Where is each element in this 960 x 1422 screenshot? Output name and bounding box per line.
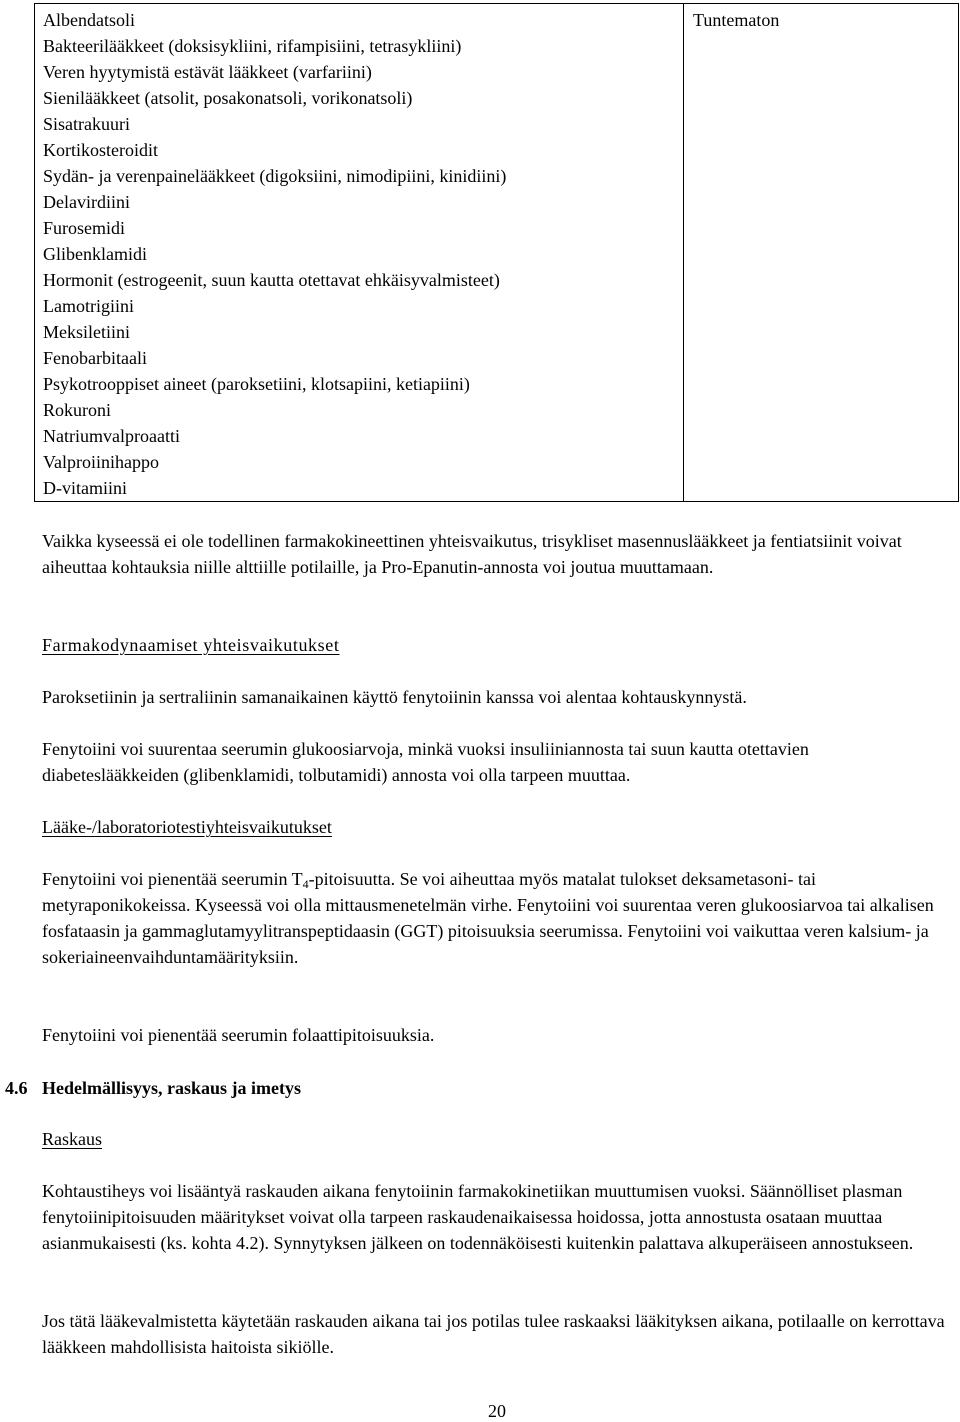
drug-list-item: Sienilääkkeet (atsolit, posakonatsoli, vorikonatsoli): [43, 88, 413, 108]
table-row: [35, 4, 959, 502]
lab-text-subscript: 4: [302, 877, 309, 891]
pharmacodynamic-heading: Farmakodynaamiset yhteisvaikutukset: [42, 635, 340, 655]
section-title: Hedelmällisyys, raskaus ja imetys: [42, 1078, 301, 1098]
drug-interaction-table: [34, 3, 959, 502]
section-number: 4.6: [5, 1078, 28, 1098]
drug-list-item: Sydän- ja verenpainelääkkeet (digoksiini, nimodipiini, kinidiini): [43, 166, 507, 186]
drug-list-item: Albendatsoli: [43, 10, 135, 30]
drug-list-item: Fenobarbitaali: [43, 348, 147, 368]
drug-list-item: Lamotrigiini: [43, 296, 134, 316]
pregnancy-paragraph-1: Kohtaustiheys voi lisääntyä raskauden aikana fenytoiinin farmakokinetiikan muuttumisen vuoksi. Säännölliset plasman fenytoiinipitoisuuden määritykset voivat olla tarpeen raskaudenaikaisessa hoidossa, jotta annostusta osataan muuttaa asianmukaisesti (ks. kohta 4.2). Synnytyksen jälkeen on todennäköisesti kuitenkin palattava alkuperäiseen annostukseen.: [42, 1181, 914, 1253]
drug-list-item: Glibenklamidi: [43, 244, 147, 264]
drug-list: [35, 4, 683, 501]
drug-list-item: Meksiletiini: [43, 322, 130, 342]
drug-list-item: Valproiinihappo: [43, 452, 159, 472]
drug-list-cell: [35, 4, 684, 502]
drug-list-item: Rokuroni: [43, 400, 112, 420]
drug-list-item: Furosemidi: [43, 218, 126, 238]
pregnancy-heading: Raskaus: [42, 1129, 102, 1149]
drug-list-item: Hormonit (estrogeenit, suun kautta otettavat ehkäisyvalmisteet): [43, 270, 500, 290]
drug-list-item: Veren hyytymistä estävät lääkkeet (varfariini): [43, 62, 372, 82]
glucose-paragraph: Fenytoiini voi suurentaa seerumin glukoosiarvoja, minkä vuoksi insuliiniannosta tai suun kautta otettavien diabeteslääkkeiden (glibenklamidi, tolbutamidi) annosta voi olla tarpeen muuttaa.: [42, 739, 809, 785]
drug-list-item: Kortikosteroidit: [43, 140, 158, 160]
effect-cell: [684, 4, 959, 502]
drug-list-item: Bakteerilääkkeet (doksisykliini, rifampisiini, tetrasykliini): [43, 36, 462, 56]
effect-status: Tuntematon: [693, 10, 780, 30]
folate-paragraph: Fenytoiini voi pienentää seerumin folaattipitoisuuksia.: [42, 1025, 435, 1045]
lab-text-pre: Fenytoiini voi pienentää seerumin T: [42, 869, 303, 889]
section-heading: [5, 1075, 301, 1101]
drug-list-item: Delavirdiini: [43, 192, 130, 212]
lab-paragraph: [42, 866, 947, 970]
page-number: 20: [488, 1401, 506, 1421]
tricyclic-paragraph: Vaikka kyseessä ei ole todellinen farmakokineettinen yhteisvaikutus, trisykliset masennuslääkkeet ja fentiatsiinit voivat aiheuttaa kohtauksia niille alttiille potilaille, ja Pro-Epanutin-annosta voi joutua muuttamaan.: [42, 531, 902, 577]
drug-list-item: Natriumvalproaatti: [43, 426, 180, 446]
lab-interaction-heading: Lääke-/laboratoriotestiyhteisvaikutukset: [42, 817, 332, 837]
pregnancy-paragraph-2: Jos tätä lääkevalmistetta käytetään raskauden aikana tai jos potilas tulee raskaaksi lääkityksen aikana, potilaalle on kerrottava lääkkeen mahdollisista haitoista sikiölle.: [42, 1311, 945, 1357]
lab-text-post: -pitoisuutta. Se voi aiheuttaa myös matalat tulokset deksametasoni- tai metyraponikokeissa. Kyseessä voi olla mittausmenetelmän virhe. Fenytoiini voi suurentaa veren glukoosiarvoa tai alkalisen fosfataasin ja gammaglutamyylitranspeptidaasin (GGT) pitoisuuksia seerumissa. Fenytoiini voi vaikuttaa veren kalsium- ja sokeriaineenvaihduntamäärityksiin.: [42, 869, 934, 967]
drug-list-item: Sisatrakuuri: [43, 114, 130, 134]
paroxetine-paragraph: Paroksetiinin ja sertraliinin samanaikainen käyttö fenytoiinin kanssa voi alentaa kohtauskynnystä.: [42, 687, 747, 707]
drug-list-item: Psykotrooppiset aineet (paroksetiini, klotsapiini, ketiapiini): [43, 374, 470, 394]
drug-list-item: D-vitamiini: [43, 478, 127, 498]
